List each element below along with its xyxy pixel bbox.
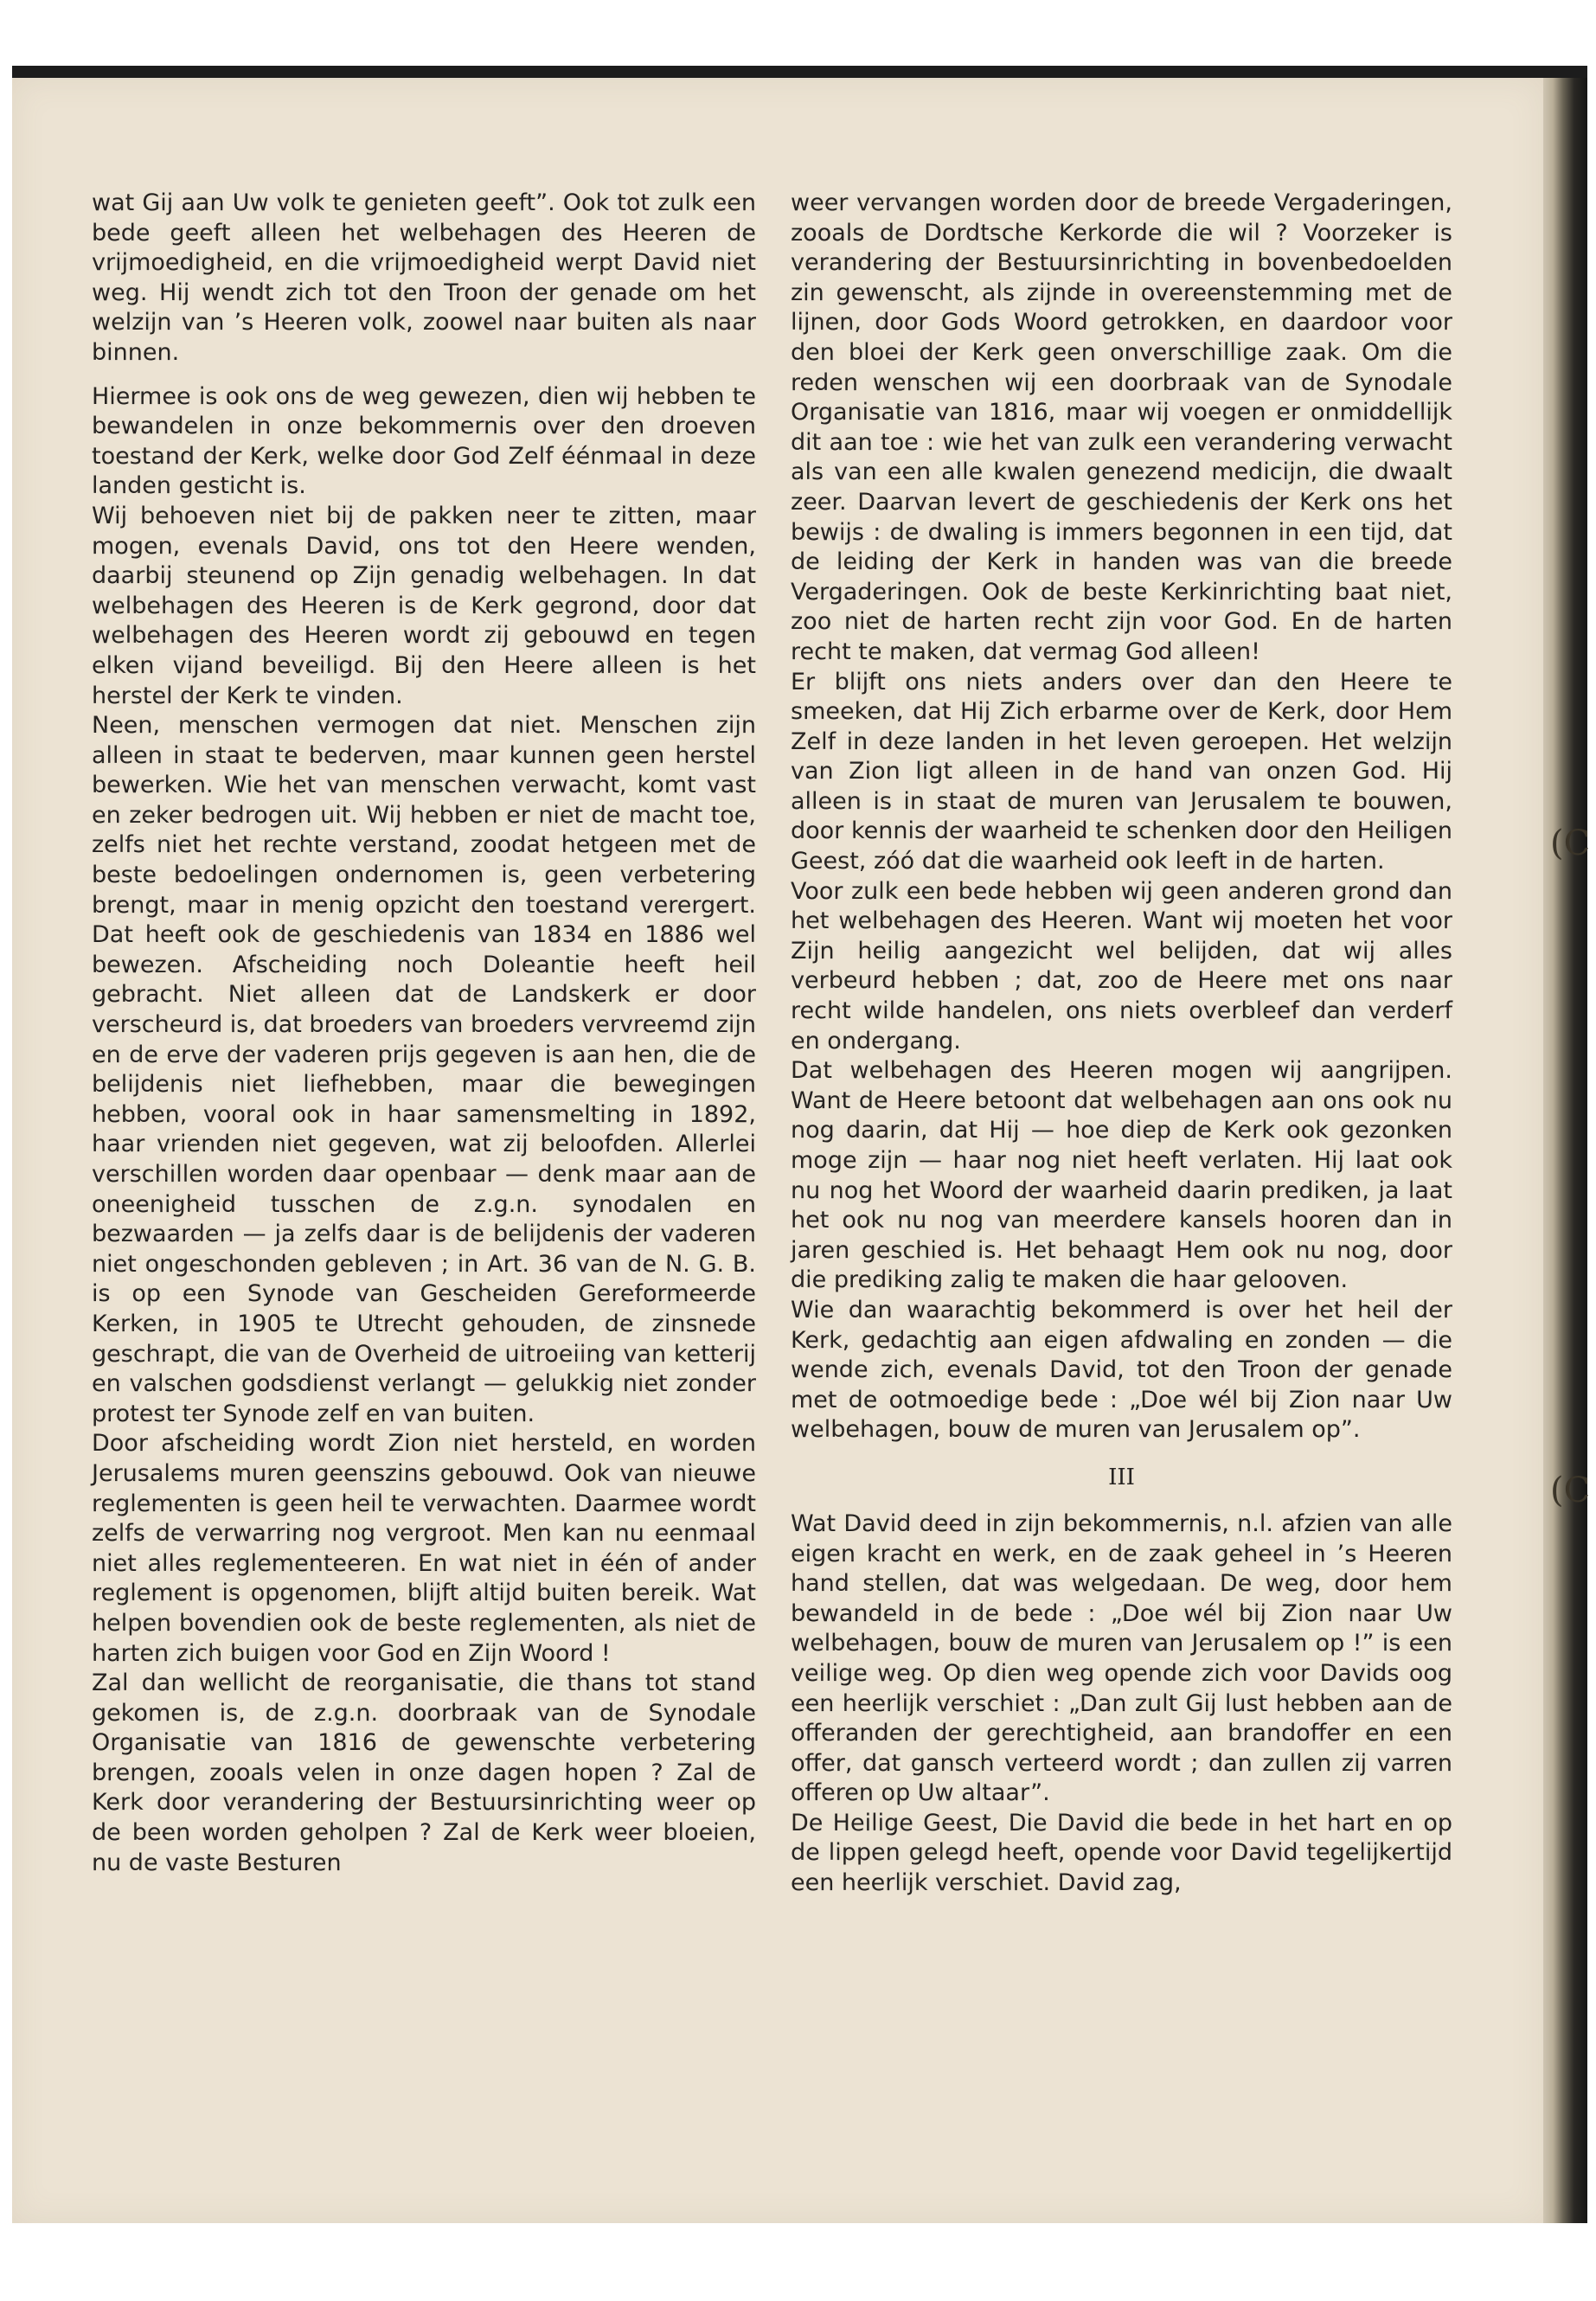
paragraph: Hiermee is ook ons de weg gewezen, dien wij hebben te bewandelen in onze bekommernis over den droeven toestand der Kerk, welke door God Zelf éénmaal in deze landen gesticht is. [92,382,756,500]
paragraph: Zal dan wellicht de reorganisatie, die thans tot stand gekomen is, de z.g.n. doorbraak van de Synodale Organisatie van 1816 de gewenschte verbetering brengen, zooals velen in onze dagen hopen ? Zal de Kerk door verandering der Bestuursinrichting weer op de been worden geholpen ? Zal de Kerk weer bloeien, nu de vaste Besturen [92,1670,756,1876]
edge-mark-lower: (C [1550,1471,1591,1510]
paragraph: Voor zulk een bede hebben wij geen anderen grond dan het welbehagen des Heeren. Want wij moeten het voor Zijn heilig aangezicht wel belijden, dat wij alles verbeurd hebben ; dat, zoo de Heere met ons naar recht wilde handelen, ons niets overbleef dan verderf en ondergang. [791,877,1452,1054]
paragraph: weer vervangen worden door de breede Vergaderingen, zooals de Dordtsche Kerkorde die wil ? Voorzeker is verandering der Bestuursinrichting in bovenbedoelden zin gewenscht, als zijnde in overeenstemming met de lijnen, door Gods Woord getrokken, en daardoor voor den bloei der Kerk geen onverschillige zaak. Om die reden wenschen wij een doorbraak van de Synodale Organisatie van 1816, maar wij voegen er onmiddellijk dit aan toe : wie het van zulk een verandering verwacht als van een alle kwalen genezend medicijn, die dwaalt zeer. Daarvan levert de geschiedenis der Kerk ons het bewijs : de dwaling is immers begonnen in een tijd, dat de leiding der Kerk in handen was van die breede Vergaderingen. Ook de beste Kerkinrichting baat niet, zoo niet de harten recht zijn voor God. En de harten recht te maken, dat vermag God alleen! [791,189,1452,665]
paragraph: Wij behoeven niet bij de pakken neer te zitten, maar mogen, evenals David, ons tot den Heere wenden, daarbij steunend op Zijn genadig welbehagen. In dat welbehagen des Heeren is de Kerk gegrond, door dat welbehagen des Heeren wordt zij gebouwd en tegen elken vijand beveiligd. Bij den Heere alleen is het herstel der Kerk te vinden. [92,502,756,709]
paragraph: Er blijft ons niets anders over dan den Heere te smeeken, dat Hij Zich erbarme over de Kerk, door Hem Zelf in deze landen in het leven geroepen. Het welzijn van Zion ligt alleen in de hand van onzen God. Hij alleen is in staat de muren van Jerusalem te bouwen, door kennis der waarheid te schenken door den Heiligen Geest, zóó dat die waarheid ook leeft in de harten. [791,668,1452,875]
paragraph: Wat David deed in zijn bekommernis, n.l. afzien van alle eigen kracht en werk, en de zaak geheel in ’s Heeren hand stellen, dat was welgedaan. De weg, door hem bewandeld in de bede : „Doe wél bij Zion naar Uw welbehagen, bouw de muren van Jerusalem op !” is een veilige weg. Op dien weg opende zich voor Davids oog een heerlijk verschiet : „Dan zult Gij lust hebben aan de offeranden der gerechtigheid, aan brandoffer en een offer, dat gansch verteerd wordt ; dan zullen zij varren offeren op Uw altaar”. [791,1509,1452,1807]
paragraph: Neen, menschen vermogen dat niet. Menschen zijn alleen in staat te bederven, maar kunnen geen herstel bewerken. Wie het van menschen verwacht, komt vast en zeker bedrogen uit. Wij hebben er niet de macht toe, zelfs niet het rechte verstand, zoodat hetgeen met de beste bedoelingen ondernomen is, geen verbetering brengt, maar in menig opzicht den toestand verergert. Dat heeft ook de geschiedenis van 1834 en 1886 wel bewezen. Afscheiding noch Doleantie heeft heil gebracht. Niet alleen dat de Landskerk er door verscheurd is, dat broeders van broeders vervreemd zijn en de erve der vaderen prijs gegeven is aan hen, die de belijdenis niet liefhebben, maar die bewegingen hebben, vooral ook in haar samensmelting in 1892, haar vrienden niet gegeven, wat zij beloofden. Allerlei verschillen worden daar openbaar — denk maar aan de oneenigheid tusschen de z.g.n. synodalen en bezwaarden — ja zelfs daar is de belijdenis der vaderen niet ongeschonden gebleven ; in Art. 36 van de N. G. B. is op een Synode van Gescheiden Gereformeerde Kerken, in 1905 te Utrecht gehouden, de zinsnede geschrapt, die van de Overheid de uitroeiing van ketterij en valschen godsdienst verlangt — gelukkig niet zonder protest ter Synode zelf en van buiten. [92,712,756,1427]
section-heading: III [1108,1464,1135,1490]
paragraph: Wie dan waarachtig bekommerd is over het heil der Kerk, gedachtig aan eigen afdwaling en zonden — die wende zich, evenals David, tot den Troon der genade met de ootmoedige bede : „Doe wél bij Zion naar Uw welbehagen, bouw de muren van Jerusalem op”. [791,1296,1452,1444]
paragraph: De Heilige Geest, Die David die bede in het hart en op de lippen gelegd heeft, opende voor David tegelijkertijd een heerlijk verschiet. David zag, [791,1809,1452,1897]
page-edge-shadow [1543,78,1587,2223]
paragraph: Dat welbehagen des Heeren mogen wij aangrijpen. Want de Heere betoont dat welbehagen aan ons ook nu nog daarin, dat Hij — hoe diep de Kerk ook gezonken moge zijn — haar nog niet heeft verlaten. Hij laat ook nu nog het Woord der waarheid daarin prediken, ja laat het ook nu nog van meerdere kansels hooren dan in jaren geschied is. Het behaagt Hem ook nu nog, door die prediking zalig te maken die haar gelooven. [791,1057,1452,1294]
paragraph: Door afscheiding wordt Zion niet hersteld, en worden Jerusalems muren geenszins gebouwd. Ook van nieuwe reglementen is geen heil te verwachten. Daarmee wordt zelfs de verwarring nog vergroot. Men kan nu eenmaal niet alles reglementeeren. En wat niet in één of ander reglement is opgenomen, blijft altijd buiten bereik. Wat helpen bovendien ook de beste reglementen, als niet de harten zich buigen voor God en Zijn Woord ! [92,1430,756,1667]
left-text-column [92,189,756,1878]
paragraph: wat Gij aan Uw volk te genieten geeft”. Ook tot zulk een bede geeft alleen het welbehagen des Heeren de vrijmoedigheid, en die vrijmoedigheid werpt David niet weg. Hij wendt zich tot den Troon der genade om het welzijn van ’s Heeren volk, zoowel naar buiten als naar binnen. [92,189,756,366]
right-text-column [791,189,1452,1899]
edge-mark-upper: (C [1550,824,1591,863]
scanner-top-band [12,66,1587,78]
